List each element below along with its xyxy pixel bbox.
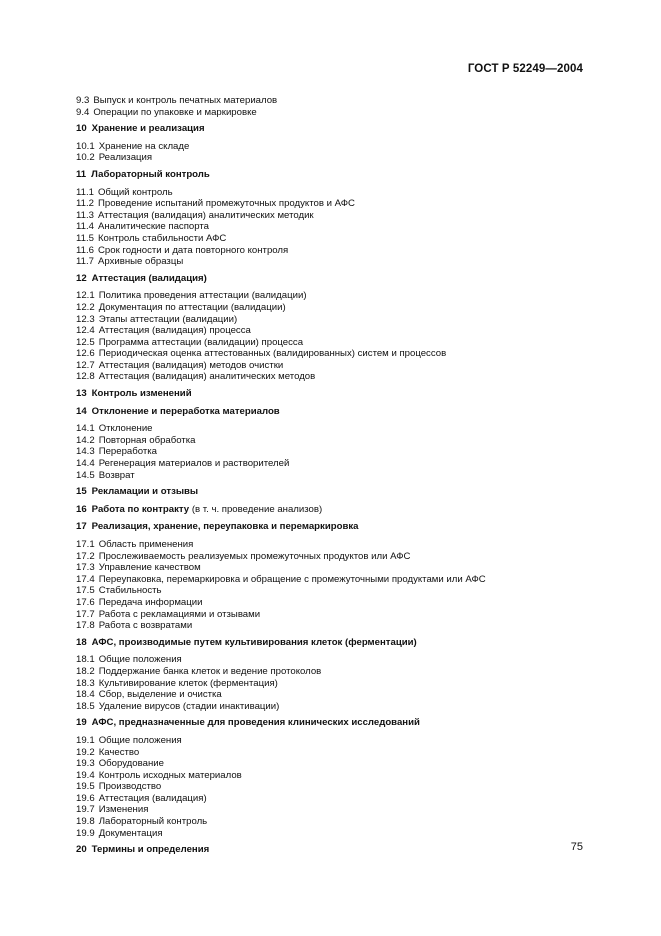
toc-subsection-item	[76, 152, 596, 164]
toc-subsection-item	[76, 141, 596, 153]
toc-subsection-item	[76, 290, 596, 302]
toc-subsection-item	[76, 302, 596, 314]
toc-item-title: Аттестация (валидация)	[98, 792, 207, 804]
toc-subsection-item	[76, 654, 596, 666]
toc-subsection-item	[76, 620, 596, 632]
toc-item-number: 18.3	[76, 677, 95, 689]
toc-subsection-item	[76, 701, 596, 713]
toc-subsection-item	[76, 781, 596, 793]
toc-item-number: 19.3	[76, 758, 95, 770]
toc-item-number: 10	[76, 123, 87, 135]
toc-item-number: 17.4	[76, 573, 95, 585]
toc-item-title: Работа с рекламациями и отзывами	[98, 608, 261, 620]
toc-subsection-item	[76, 435, 596, 447]
toc-subsection-item	[76, 609, 596, 621]
document-header: ГОСТ Р 52249—2004	[467, 63, 583, 75]
toc-item-number: 13	[76, 388, 87, 400]
toc-item-title: Хранение и реализация	[91, 123, 205, 135]
toc-subsection-item	[76, 747, 596, 759]
toc-item-number: 14.4	[76, 458, 95, 470]
toc-subsection-item	[76, 562, 596, 574]
toc-item-number: 11.4	[76, 221, 94, 233]
toc-subsection-item	[76, 245, 596, 257]
toc-subsection-item	[76, 95, 596, 107]
toc-item-number: 10.1	[76, 140, 95, 152]
toc-subsection-item	[76, 198, 596, 210]
toc-item-title: Отклонение	[98, 423, 153, 435]
toc-item-number: 10.2	[76, 152, 95, 164]
toc-item-title: Переупаковка, перемаркировка и обращение с промежуточными продуктами или АФС	[98, 573, 486, 585]
toc-item-number: 18.2	[76, 665, 95, 677]
toc-item-number: 12.7	[76, 359, 95, 371]
toc-item-title: Повторная обработка	[98, 434, 196, 446]
toc-item-title: Контроль изменений	[91, 388, 192, 400]
toc-item-title: Хранение на складе	[98, 140, 190, 152]
toc-section-heading	[76, 169, 596, 181]
toc-item-number: 12.8	[76, 371, 95, 383]
toc-item-number: 14.2	[76, 434, 95, 446]
toc-item-number: 16	[76, 503, 87, 515]
toc-item-number: 17.1	[76, 539, 95, 550]
page-number: 75	[570, 841, 583, 853]
toc-section-heading	[76, 273, 596, 285]
toc-item-number: 12.1	[76, 290, 95, 302]
toc-item-title: Периодическая оценка аттестованных (валидированных) систем и процессов	[98, 348, 447, 360]
table-of-contents	[76, 95, 596, 862]
toc-item-title: Передача информации	[98, 596, 203, 608]
toc-subsection-item	[76, 689, 596, 701]
toc-subsection-item	[76, 446, 596, 458]
toc-subsection-item	[76, 828, 596, 840]
toc-subsection-item	[76, 666, 596, 678]
toc-item-title: Лабораторный контроль	[98, 816, 208, 828]
toc-subsection-item	[76, 574, 596, 586]
toc-subsection-item	[76, 221, 596, 233]
toc-item-number: 19.7	[76, 804, 95, 816]
toc-subsection-item	[76, 348, 596, 360]
toc-item-number: 11	[76, 168, 87, 180]
toc-item-title: АФС, производимые путем культивирования клеток (ферментации)	[91, 636, 417, 648]
toc-item-number: 18.5	[76, 700, 95, 712]
toc-subsection-item	[76, 210, 596, 222]
toc-subsection-item	[76, 458, 596, 470]
toc-subsection-item	[76, 325, 596, 337]
toc-item-title: Этапы аттестации (валидации)	[98, 313, 238, 325]
toc-item-title: Прослеживаемость реализуемых промежуточных продуктов или АФС	[98, 550, 411, 562]
toc-subsection-item	[76, 585, 596, 597]
toc-item-number: 17.6	[76, 596, 95, 608]
toc-item-number: 11.6	[76, 244, 94, 256]
toc-item-number: 18	[76, 636, 87, 648]
toc-section-heading	[76, 717, 596, 729]
toc-subsection-item	[76, 337, 596, 349]
toc-item-number: 17	[76, 521, 87, 533]
toc-item-title: Сбор, выделение и очистка	[98, 689, 222, 701]
toc-subsection-item	[76, 758, 596, 770]
toc-subsection-item	[76, 597, 596, 609]
toc-item-title: Документация по аттестации (валидации)	[98, 301, 286, 313]
toc-item-number: 14.3	[76, 446, 95, 458]
toc-item-title: Аттестация (валидация) аналитических методов	[98, 371, 316, 383]
toc-item-title: Аттестация (валидация)	[91, 272, 207, 284]
toc-item-number: 19.9	[76, 827, 95, 839]
toc-item-title: Поддержание банка клеток и ведение протоколов	[98, 665, 322, 677]
toc-item-title: Общий контроль	[97, 186, 173, 198]
toc-item-title: Общие положения	[98, 654, 182, 666]
toc-item-number: 11.2	[76, 198, 94, 210]
toc-item-number: 12.5	[76, 336, 95, 348]
toc-subsection-item	[76, 793, 596, 805]
toc-item-title: Стабильность	[98, 585, 162, 597]
toc-item-title: Операции по упаковке и маркировке	[93, 106, 257, 118]
toc-item-number: 14.5	[76, 469, 95, 481]
toc-item-number: 17.7	[76, 608, 95, 620]
toc-item-title: Аттестация (валидация) методов очистки	[98, 359, 284, 371]
toc-item-title: Реализация, хранение, переупаковка и перемаркировка	[91, 521, 359, 533]
toc-item-title: Производство	[98, 781, 162, 793]
toc-item-number: 12.6	[76, 348, 95, 360]
toc-section-heading	[76, 123, 596, 135]
toc-item-number: 17.2	[76, 550, 95, 562]
toc-item-number: 19	[76, 717, 87, 729]
toc-item-title: Термины и определения	[91, 844, 210, 856]
toc-item-title: Аналитические паспорта	[97, 221, 210, 233]
toc-item-title: Лабораторный контроль	[91, 168, 210, 180]
toc-item-number: 9.4	[76, 106, 90, 118]
toc-item-title: Выпуск и контроль печатных материалов	[93, 95, 278, 106]
toc-subsection-item	[76, 360, 596, 372]
toc-item-number: 20	[76, 844, 87, 856]
toc-item-number: 12.3	[76, 313, 95, 325]
toc-item-title: Работа с возвратами	[98, 620, 193, 632]
toc-item-title: Проведение испытаний промежуточных продуктов и АФС	[97, 198, 355, 210]
toc-item-title: Контроль стабильности АФС	[97, 232, 227, 244]
toc-item-number: 11.1	[76, 186, 94, 198]
toc-section-heading	[76, 406, 596, 418]
toc-item-title: Удаление вирусов (стадии инактивации)	[98, 700, 280, 712]
toc-section-heading	[76, 637, 596, 649]
toc-subsection-item	[76, 470, 596, 482]
toc-item-title: Возврат	[98, 469, 135, 481]
toc-item-title: Работа по контракту	[91, 503, 190, 515]
toc-subsection-item	[76, 539, 596, 551]
toc-section-heading	[76, 388, 596, 400]
toc-item-number: 11.5	[76, 232, 94, 244]
toc-item-number: 18.4	[76, 689, 95, 701]
toc-item-title: Оборудование	[98, 758, 164, 770]
toc-subsection-item	[76, 256, 596, 268]
toc-subsection-item	[76, 804, 596, 816]
toc-section-heading	[76, 504, 596, 516]
toc-subsection-item	[76, 816, 596, 828]
toc-item-number: 11.3	[76, 209, 94, 221]
toc-subsection-item	[76, 187, 596, 199]
toc-item-title: Политика проведения аттестации (валидации)	[98, 290, 307, 302]
toc-subsection-item	[76, 314, 596, 326]
toc-subsection-item	[76, 735, 596, 747]
toc-item-title: Архивные образцы	[97, 256, 184, 268]
toc-item-title: АФС, предназначенные для проведения клинических исследований	[91, 717, 420, 729]
toc-subsection-item	[76, 107, 596, 119]
toc-item-title: Срок годности и дата повторного контроля	[97, 244, 289, 256]
toc-section-heading	[76, 844, 596, 856]
toc-item-title: Программа аттестации (валидации) процесса	[98, 336, 304, 348]
toc-section-heading	[76, 521, 596, 533]
toc-subsection-item	[76, 551, 596, 563]
toc-subsection-item	[76, 423, 596, 435]
toc-item-number: 17.5	[76, 585, 95, 597]
toc-item-number: 14	[76, 405, 87, 417]
toc-item-title: Переработка	[98, 446, 158, 458]
toc-item-number: 19.6	[76, 792, 95, 804]
toc-item-number: 17.8	[76, 620, 95, 632]
toc-item-number: 12.4	[76, 325, 95, 337]
toc-item-number: 11.7	[76, 256, 94, 268]
toc-subsection-item	[76, 770, 596, 782]
toc-item-note: (в т. ч. проведение анализов)	[189, 503, 323, 515]
toc-subsection-item	[76, 371, 596, 383]
toc-item-number: 19.1	[76, 734, 95, 746]
toc-section-heading	[76, 486, 596, 498]
toc-item-number: 15	[76, 486, 87, 498]
toc-item-title: Документация	[98, 827, 163, 839]
toc-item-title: Контроль исходных материалов	[98, 769, 242, 781]
toc-item-title: Качество	[98, 746, 140, 758]
toc-item-title: Аттестация (валидация) аналитических методик	[97, 209, 314, 221]
toc-item-title: Аттестация (валидация) процесса	[98, 325, 251, 337]
toc-item-title: Реализация	[98, 152, 153, 164]
toc-item-title: Общие положения	[98, 734, 182, 746]
toc-item-title: Изменения	[98, 804, 149, 816]
toc-item-number: 18.1	[76, 654, 95, 666]
toc-item-number: 19.8	[76, 816, 95, 828]
toc-item-title: Культивирование клеток (ферментация)	[98, 677, 278, 689]
toc-item-number: 17.3	[76, 562, 95, 574]
toc-item-number: 19.2	[76, 746, 95, 758]
toc-item-title: Регенерация материалов и растворителей	[98, 458, 290, 470]
toc-item-title: Управление качеством	[98, 562, 201, 574]
toc-item-number: 12.2	[76, 301, 95, 313]
toc-item-title: Отклонение и переработка материалов	[91, 405, 280, 417]
toc-item-number: 9.3	[76, 95, 90, 106]
toc-item-number: 12	[76, 272, 87, 284]
toc-item-number: 19.4	[76, 769, 95, 781]
toc-item-number: 14.1	[76, 423, 95, 435]
toc-item-number: 19.5	[76, 781, 95, 793]
toc-item-title: Рекламации и отзывы	[91, 486, 199, 498]
toc-subsection-item	[76, 678, 596, 690]
toc-item-title: Область применения	[98, 539, 194, 550]
toc-subsection-item	[76, 233, 596, 245]
